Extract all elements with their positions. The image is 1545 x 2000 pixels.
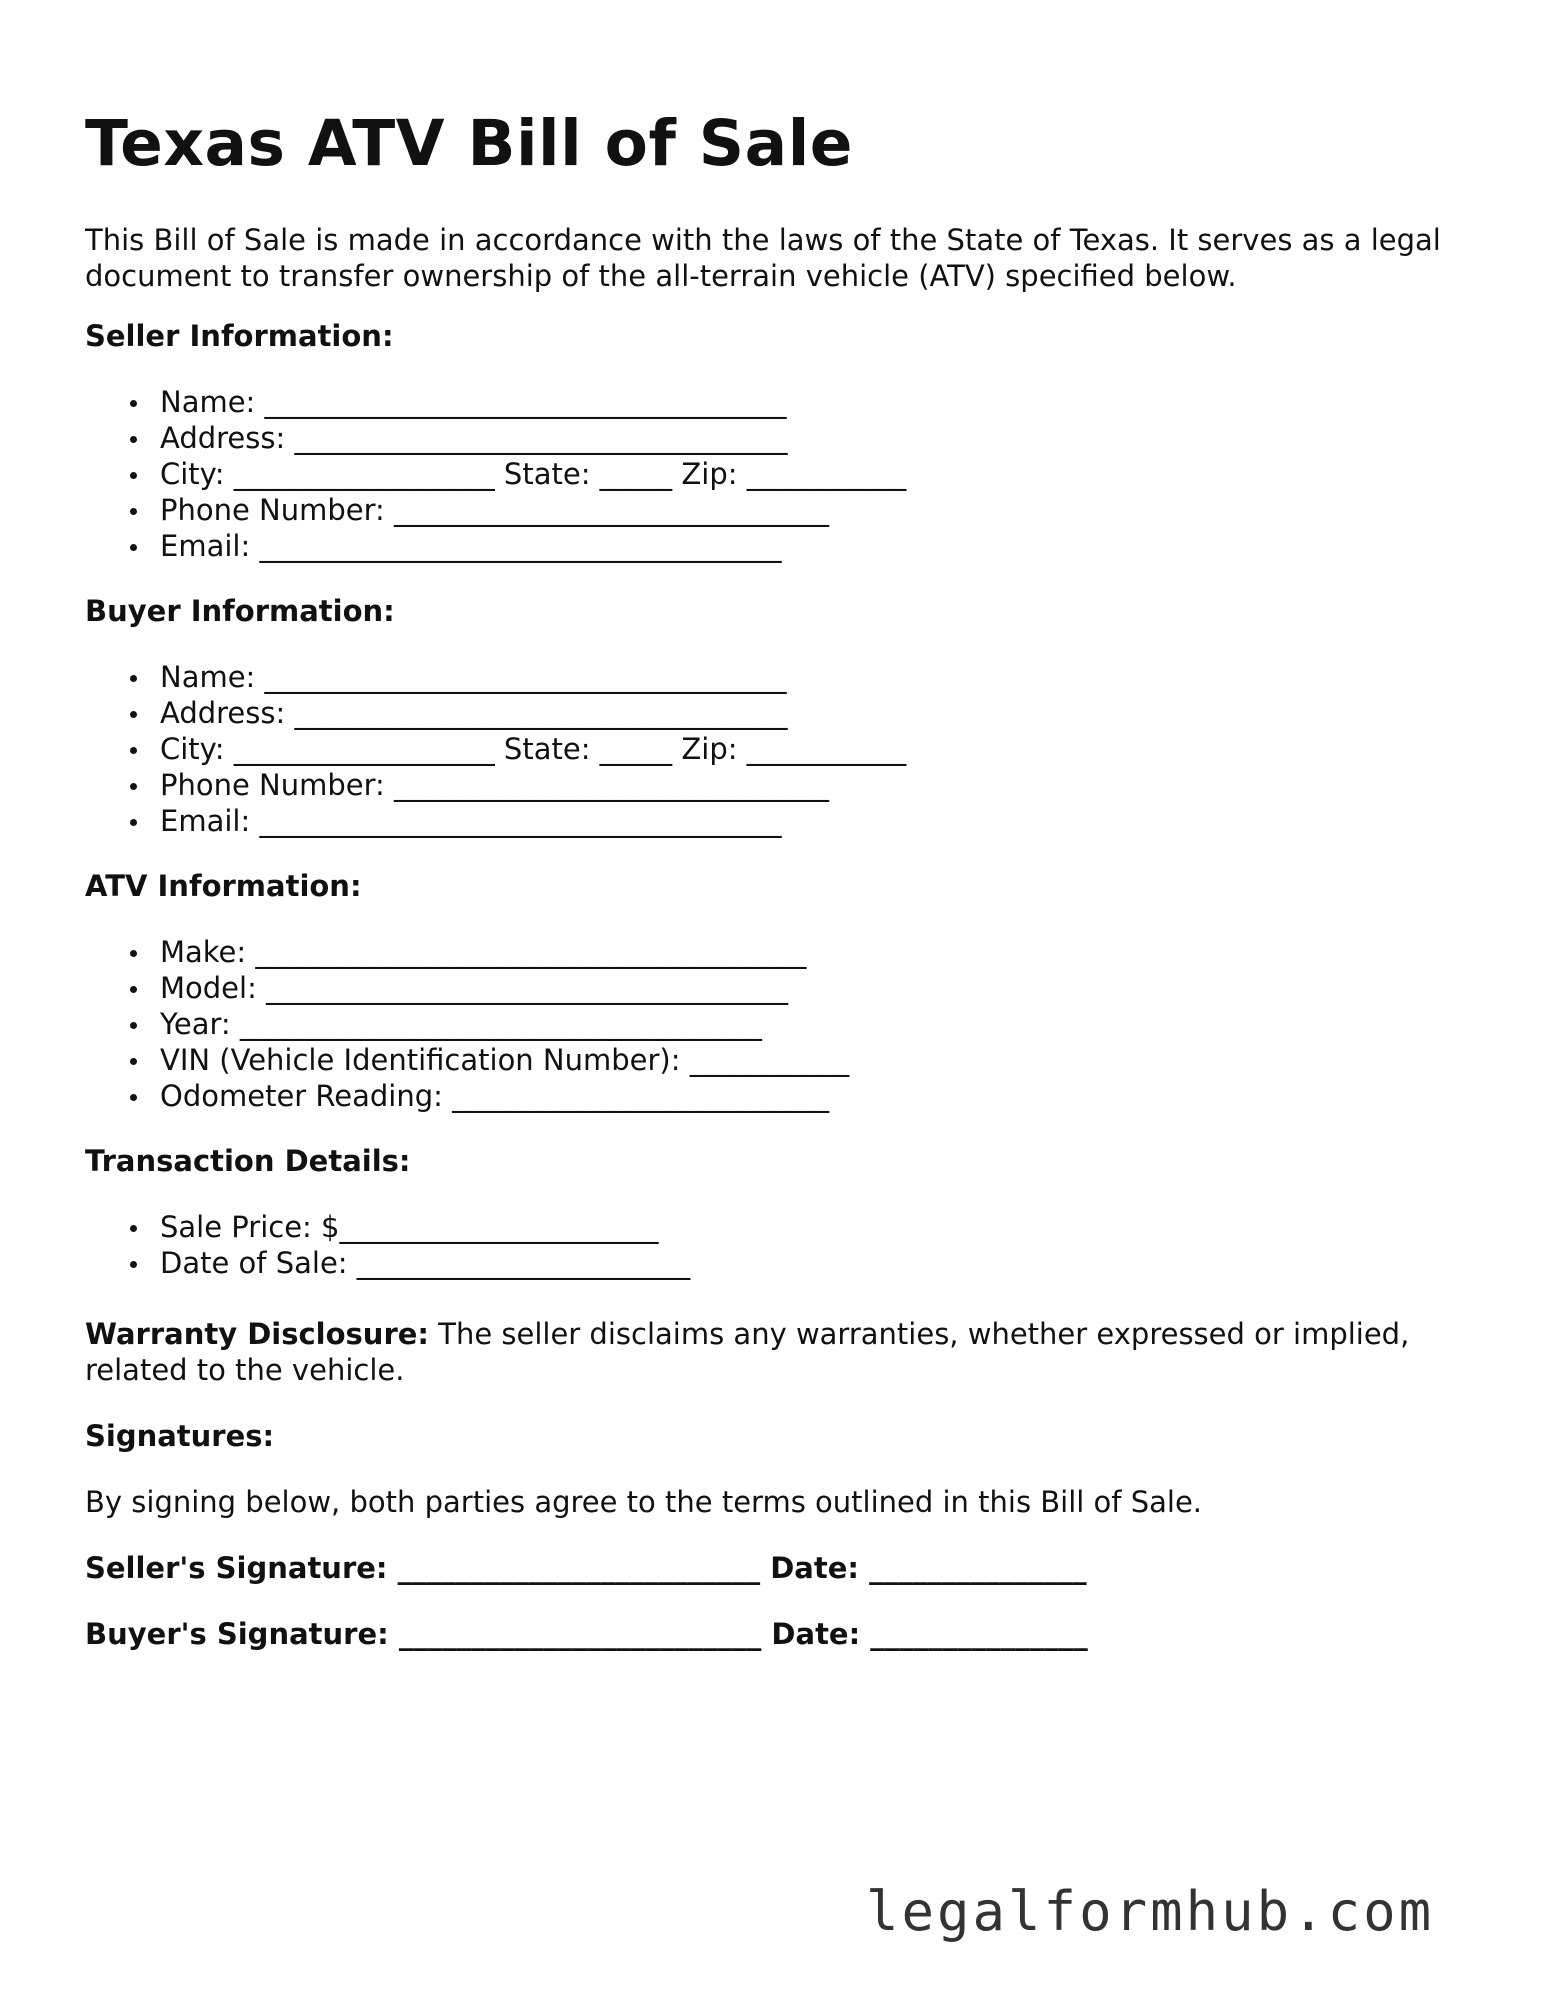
legalformhub-watermark: legalformhub.com — [866, 1880, 1435, 1943]
intro-paragraph: This Bill of Sale is made in accordance with the laws of the State of Texas. It serves as a legal document to transfer ownership of the all-terrain vehicle (ATV) specified below. — [85, 223, 1441, 293]
seller-email-field[interactable]: Email: ____________________________________ — [85, 528, 906, 564]
buyer-heading: Buyer Information: — [85, 594, 395, 628]
atv-vin-field[interactable]: VIN (Vehicle Identification Number): ___________ — [85, 1042, 849, 1078]
seller-fields — [85, 384, 906, 564]
warranty-label: Warranty Disclosure: — [85, 1317, 430, 1351]
signatures-heading: Signatures: — [85, 1419, 275, 1453]
date-of-sale-field[interactable]: Date of Sale: _______________________ — [85, 1245, 690, 1281]
seller-heading: Seller Information: — [85, 319, 394, 353]
atv-odometer-field[interactable]: Odometer Reading: __________________________ — [85, 1078, 849, 1114]
warranty-disclosure — [85, 1316, 1425, 1388]
seller-address-field[interactable]: Address: __________________________________ — [85, 420, 906, 456]
atv-make-field[interactable]: Make: ______________________________________ — [85, 934, 849, 970]
atv-fields — [85, 934, 849, 1114]
seller-name-field[interactable]: Name: ____________________________________ — [85, 384, 906, 420]
buyer-address-field[interactable]: Address: __________________________________ — [85, 695, 906, 731]
transaction-heading: Transaction Details: — [85, 1144, 411, 1178]
warranty-text: The seller disclaims any warranties, whether expressed or implied, related to the vehicle. — [85, 1317, 1410, 1387]
seller-phone-field[interactable]: Phone Number: ______________________________ — [85, 492, 906, 528]
seller-city-state-zip-field[interactable]: City: __________________ State: _____ Zip: ___________ — [85, 456, 906, 492]
buyer-fields — [85, 659, 906, 839]
buyer-signature-line[interactable]: Buyer's Signature: _________________________ Date: _______________ — [85, 1617, 1088, 1651]
seller-signature-line[interactable]: Seller's Signature: _________________________ Date: _______________ — [85, 1551, 1087, 1585]
sale-price-field[interactable]: Sale Price: $______________________ — [85, 1209, 690, 1245]
buyer-phone-field[interactable]: Phone Number: ______________________________ — [85, 767, 906, 803]
document-title: Texas ATV Bill of Sale — [85, 107, 854, 180]
transaction-fields — [85, 1209, 690, 1281]
buyer-email-field[interactable]: Email: ____________________________________ — [85, 803, 906, 839]
signatures-statement: By signing below, both parties agree to the terms outlined in this Bill of Sale. — [85, 1485, 1203, 1519]
buyer-name-field[interactable]: Name: ____________________________________ — [85, 659, 906, 695]
atv-model-field[interactable]: Model: ____________________________________ — [85, 970, 849, 1006]
atv-heading: ATV Information: — [85, 869, 362, 903]
buyer-city-state-zip-field[interactable]: City: __________________ State: _____ Zip: ___________ — [85, 731, 906, 767]
atv-year-field[interactable]: Year: ____________________________________ — [85, 1006, 849, 1042]
